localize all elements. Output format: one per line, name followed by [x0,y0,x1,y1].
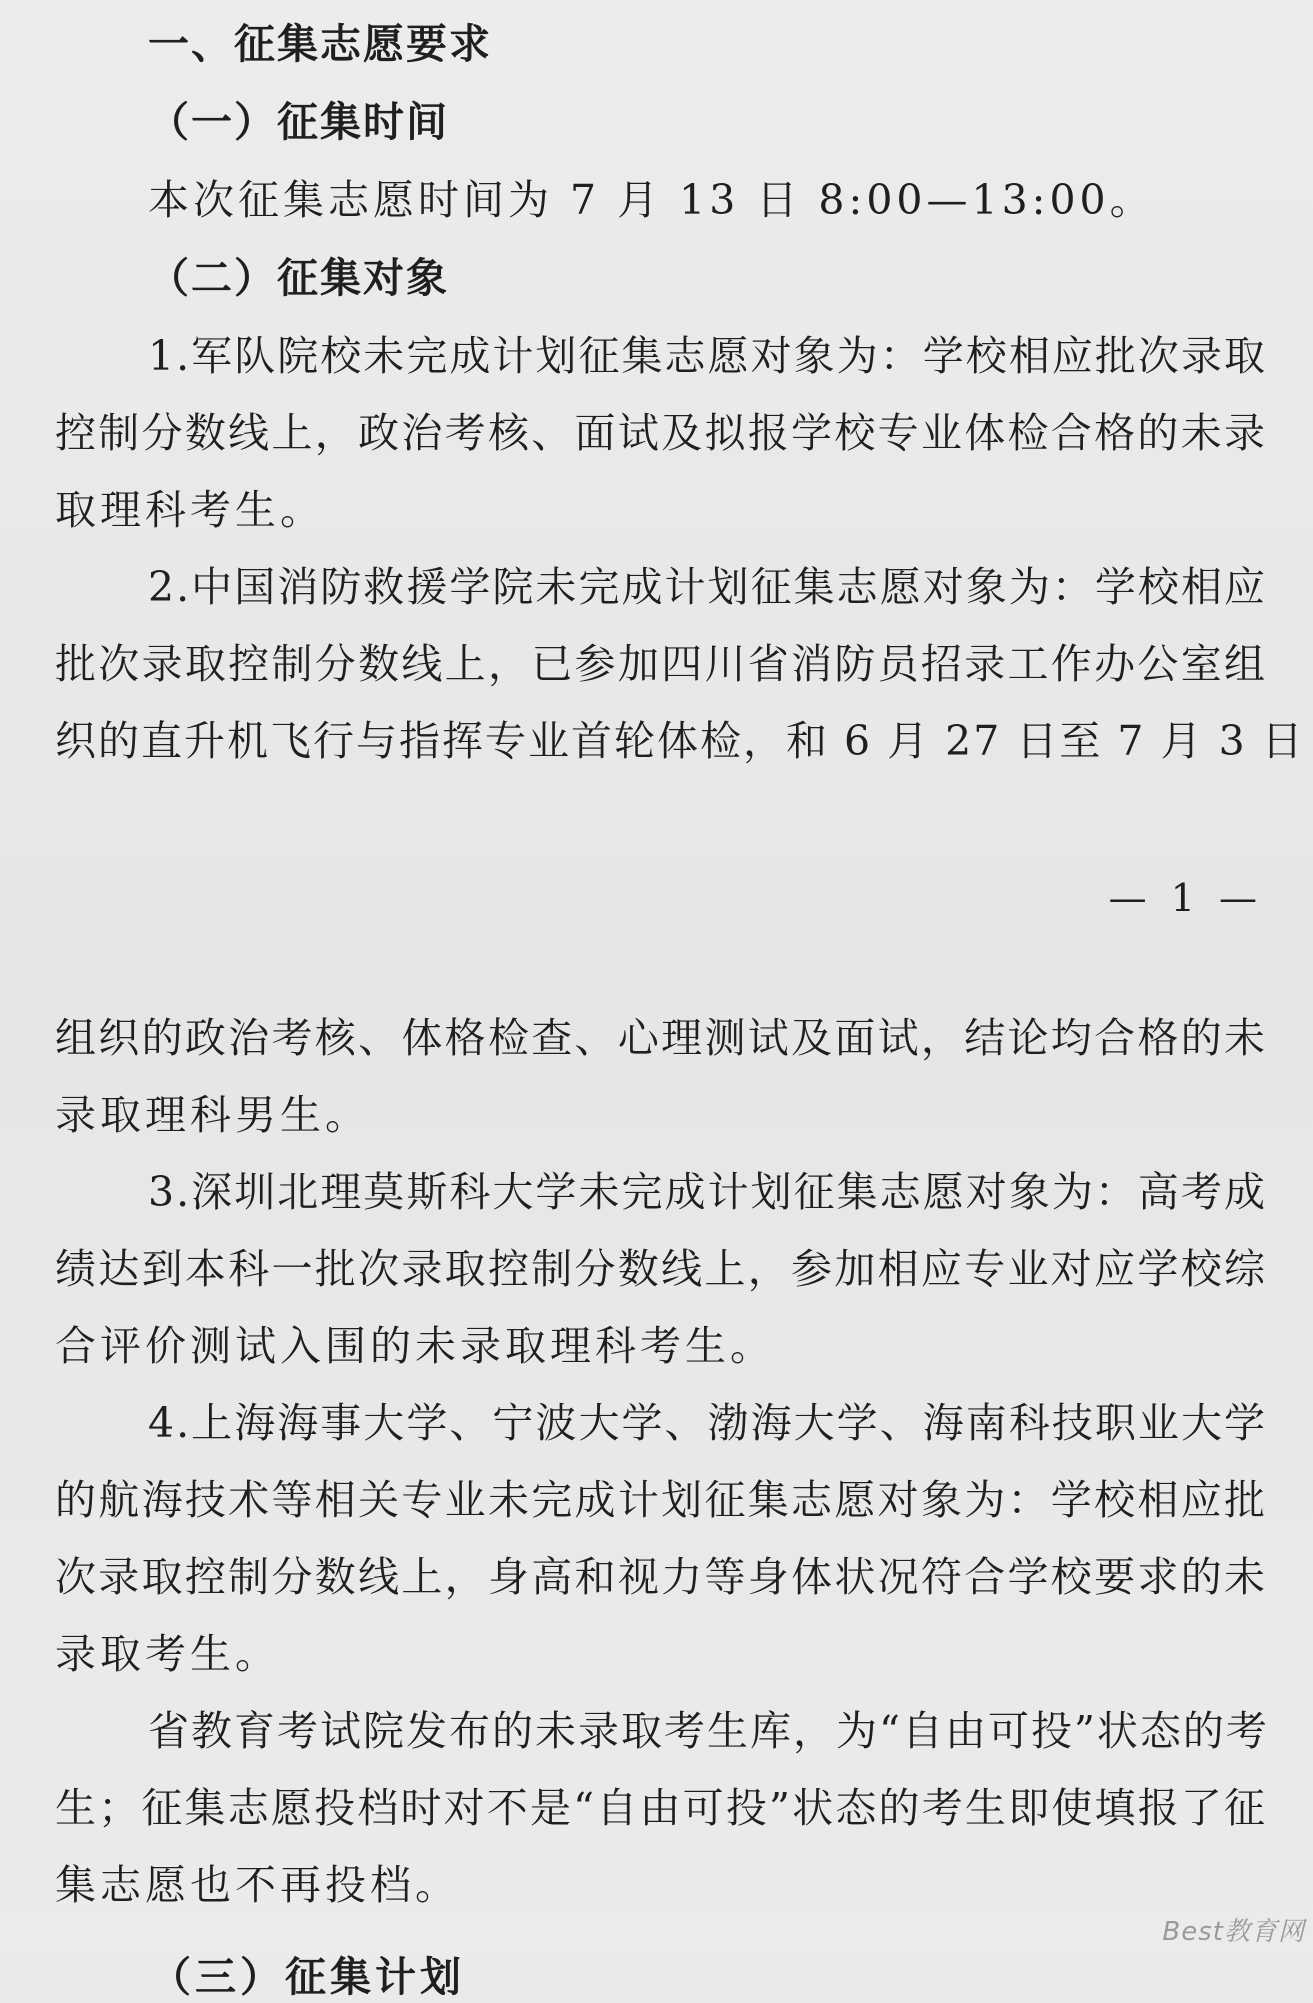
paragraph-line: 录取理科男生。 [55,1091,370,1139]
paragraph-line: 生；征集志愿投档时对不是“自由可投”状态的考生即使填报了征 [55,1784,1267,1832]
cut-off-heading [0,1944,1313,2001]
paragraph-line: 组织的政治考核、体格检查、心理测试及面试，结论均合格的未 [55,1014,1267,1062]
paragraph-line: 控制分数线上，政治考核、面试及拟报学校专业体检合格的未录 [55,409,1267,457]
paragraph-line: 省教育考试院发布的未录取考生库，为“自由可投”状态的考 [148,1707,1269,1755]
paragraph-line: 本次征集志愿时间为 7 月 13 日 8:00—13:00。 [148,176,1155,224]
paragraph-line: 录取考生。 [55,1630,280,1678]
subsection-heading-plan: （三）征集计划 [150,1953,465,2001]
paragraph-line: 3.深圳北理莫斯科大学未完成计划征集志愿对象为：高考成 [148,1168,1267,1216]
paragraph-line: 取理科考生。 [55,486,325,534]
paragraph-line: 集志愿也不再投档。 [55,1861,460,1909]
paragraph-line: 4.上海海事大学、宁波大学、渤海大学、海南科技职业大学 [148,1399,1267,1447]
paragraph-line: 次录取控制分数线上，身高和视力等身体状况符合学校要求的未 [55,1553,1267,1601]
paragraph-line: 绩达到本科一批次录取控制分数线上，参加相应专业对应学校综 [55,1245,1267,1293]
subsection-heading-target: （二）征集对象 [148,254,449,302]
paragraph-line: 2.中国消防救援学院未完成计划征集志愿对象为：学校相应 [148,563,1267,611]
paragraph-line: 1.军队院校未完成计划征集志愿对象为：学校相应批次录取 [148,332,1267,380]
paragraph-line: 的航海技术等相关专业未完成计划征集志愿对象为：学校相应批 [55,1476,1267,1524]
section-heading: 一、征集志愿要求 [148,20,492,68]
watermark: Best教育网 [1162,1917,1305,1947]
subsection-heading-time: （一）征集时间 [148,98,449,146]
paragraph-line: 批次录取控制分数线上，已参加四川省消防员招录工作办公室组 [55,640,1267,688]
paragraph-line: 合评价测试入围的未录取理科考生。 [55,1322,775,1370]
paragraph-line: 织的直升机飞行与指挥专业首轮体检，和 6 月 27 日至 7 月 3 日 [55,717,1305,765]
page-number: — 1 — [1108,876,1263,920]
